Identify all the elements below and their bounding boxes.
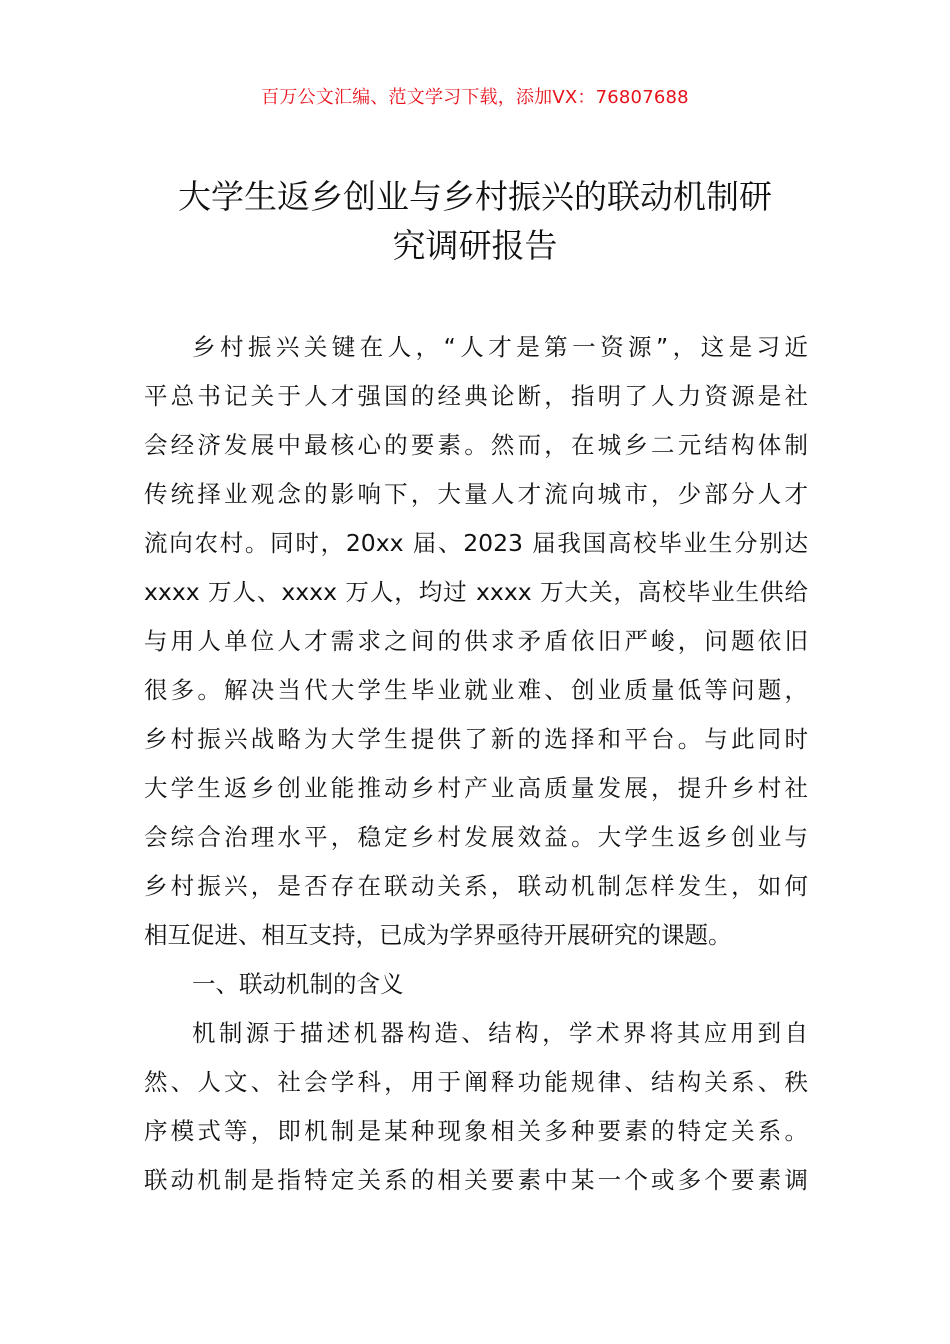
document-title (130, 172, 820, 270)
text-line: 很多。解决当代大学生毕业就业难、创业质量低等问题， (144, 676, 808, 704)
text-line: 机制源于描述机器构造、结构，学术界将其应用到自 (192, 1019, 808, 1047)
section-paragraph (144, 1009, 808, 1205)
text-line: 然、人文、社会学科，用于阐释功能规律、结构关系、秩 (144, 1068, 808, 1096)
text-line: 序模式等，即机制是某种现象相关多种要素的特定关系。 (144, 1117, 808, 1145)
section-heading (144, 960, 808, 1009)
text-line: 会综合治理水平，稳定乡村发展效益。大学生返乡创业与 (144, 823, 808, 851)
text-line: 传统择业观念的影响下，大量人才流向城市，少部分人才 (144, 480, 808, 508)
watermark-header: 百万公文汇编、范文学习下载，添加VX：76807688 (261, 87, 689, 108)
text-line: xxxx 万人、xxxx 万人，均过 xxxx 万大关，高校毕业生供给 (144, 578, 808, 606)
title-line: 大学生返乡创业与乡村振兴的联动机制研 (178, 177, 772, 216)
text-line: 与用人单位人才需求之间的供求矛盾依旧严峻，问题依旧 (144, 627, 808, 655)
text-line: 相互促进、相互支持，已成为学界亟待开展研究的课题。 (144, 921, 732, 949)
text-line: 平总书记关于人才强国的经典论断，指明了人力资源是社 (144, 382, 808, 410)
text-line: 乡村振兴，是否存在联动关系，联动机制怎样发生，如何 (144, 872, 808, 900)
title-line: 究调研报告 (392, 226, 558, 265)
intro-paragraph (144, 323, 808, 960)
heading-line: 一、联动机制的含义 (192, 970, 404, 998)
document-body (144, 323, 808, 1205)
text-line: 大学生返乡创业能推动乡村产业高质量发展，提升乡村社 (144, 774, 808, 802)
text-line: 乡村振兴战略为大学生提供了新的选择和平台。与此同时 (144, 725, 808, 753)
text-line: 流向农村。同时，20xx 届、2023 届我国高校毕业生分别达 (144, 529, 808, 557)
text-line: 联动机制是指特定关系的相关要素中某一个或多个要素调 (144, 1166, 808, 1194)
text-line: 会经济发展中最核心的要素。然而，在城乡二元结构体制 (144, 431, 808, 459)
text-line: 乡村振兴关键在人，“人才是第一资源”，这是习近 (192, 333, 808, 361)
